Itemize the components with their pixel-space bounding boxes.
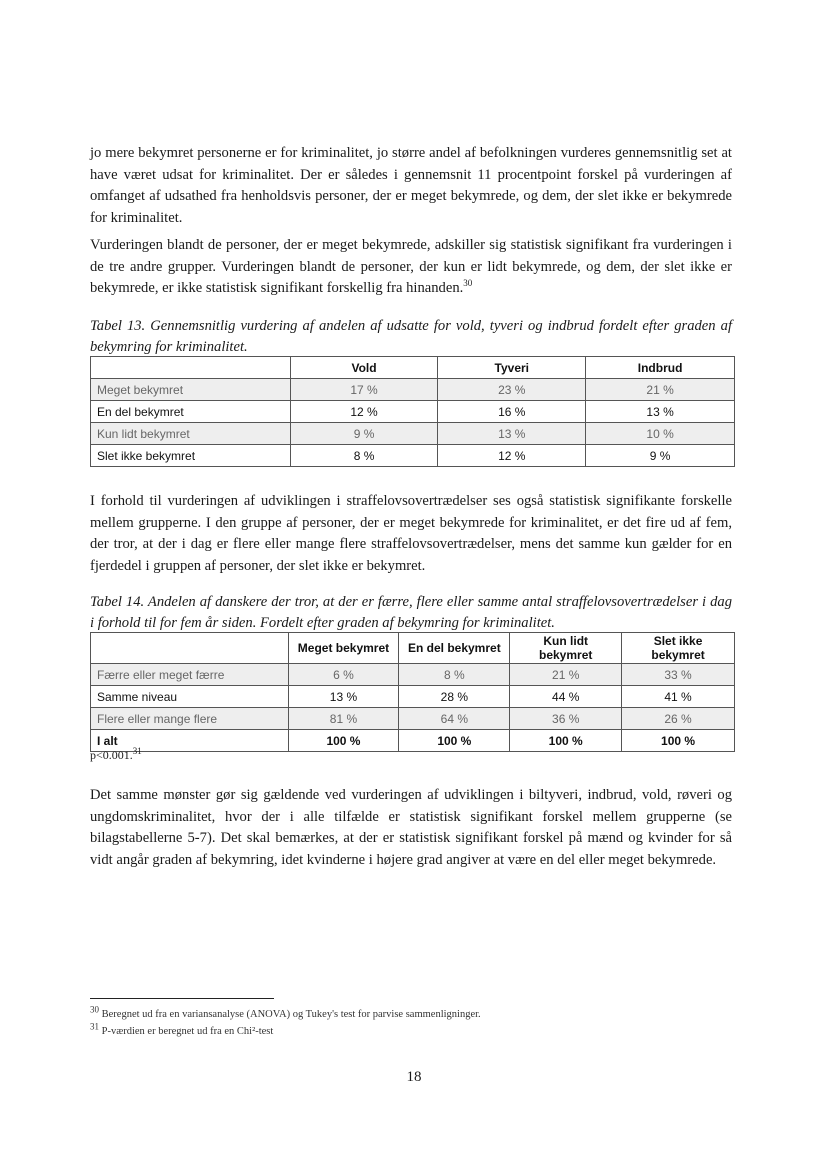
- table-header-cell: Kun lidt bekymret: [510, 633, 622, 664]
- row-label: Færre eller meget færre: [91, 664, 289, 686]
- table-13-caption: Tabel 13. Gennemsnitlig vurdering af andelen af udsatte for vold, tyveri og indbrud fordelt efter graden af bekymring for kriminalitet.: [90, 318, 732, 355]
- paragraph-4: Det samme mønster gør sig gældende ved vurderingen af udviklingen i biltyveri, indbrud, vold, røveri og ungdomskriminalitet, hvor der i alle tilfælde er statistisk signifikant forskel mellem grupperne (se bilagstabellerne 5-7). Det skal bemærkes, at der er statistisk signifikant forskel på mænd og kvinder for så vidt angår graden af bekymring, idet kvinderne i højere grad angiver at være en del eller meget bekymrede.: [90, 787, 732, 868]
- paragraph-1: jo mere bekymret personerne er for kriminalitet, jo større andel af befolkningen vurderes gennemsnitlig set at have været udsat for kriminalitet. Der er således i gennemsnit 11 procentpoint forskel på vurderingen af omfanget af udsathed fra henholdsvis personer, der er meget bekymrede, og dem, der slet ikke er bekymrede for kriminalitet.: [90, 145, 732, 226]
- table-row: [91, 664, 735, 686]
- footnote-31: [90, 1021, 274, 1039]
- table-cell: 26 %: [622, 708, 735, 730]
- footnote-text: Beregnet ud fra en variansanalyse (ANOVA) og Tukey's test for parvise sammenligninger.: [101, 1009, 481, 1020]
- table-header-row: [91, 633, 735, 664]
- paragraph-3: I forhold til vurderingen af udviklingen i straffelovsovertrædelser ses også statistisk signifikante forskelle mellem grupperne. I den gruppe af personer, der er meget bekymrede for kriminalitet, er det fire ud af fem, der tror, at der i dag er flere eller mange flere straffelovsovertrædelser, mens det samme kun gælder for en fjerdedel i gruppen af personer, der slet ikke er bekymret.: [90, 493, 732, 574]
- table-row: [91, 423, 735, 445]
- table-row: [91, 708, 735, 730]
- row-label: Kun lidt bekymret: [91, 423, 291, 445]
- row-label: Slet ikke bekymret: [91, 445, 291, 467]
- table-cell: 9 %: [586, 445, 735, 467]
- table-header-cell: Tyveri: [438, 357, 586, 379]
- footnote-number: 30: [90, 1004, 99, 1015]
- table-cell: 100 %: [399, 730, 510, 752]
- table-cell: 8 %: [399, 664, 510, 686]
- table-row: [91, 445, 735, 467]
- table-cell: 10 %: [586, 423, 735, 445]
- table-cell: 100 %: [622, 730, 735, 752]
- table-14: [90, 632, 735, 752]
- footnote-divider: [90, 998, 274, 999]
- table-cell: 100 %: [510, 730, 622, 752]
- page-number: 18: [406, 1069, 422, 1085]
- row-label: Samme niveau: [91, 686, 289, 708]
- p-value-text: p<0.001.: [90, 748, 133, 762]
- table-14-caption: Tabel 14. Andelen af danskere der tror, at der er færre, flere eller samme antal straffelovsovertrædelser i dag i forhold til for fem år siden. Fordelt efter graden af bekymring for kriminalitet.: [90, 594, 732, 631]
- table-row-total: [91, 730, 735, 752]
- table-13: [90, 356, 735, 467]
- table-cell: 36 %: [510, 708, 622, 730]
- table-cell: 17 %: [290, 379, 438, 401]
- table-header-cell: Slet ikke bekymret: [622, 633, 735, 664]
- row-label: En del bekymret: [91, 401, 291, 423]
- p-value-note: [90, 748, 142, 763]
- table-row: [91, 686, 735, 708]
- table-header-cell: [91, 633, 289, 664]
- footnote-ref-30[interactable]: 30: [463, 278, 473, 289]
- table-cell: 28 %: [399, 686, 510, 708]
- table-header-cell: Meget bekymret: [288, 633, 399, 664]
- table-cell: 13 %: [586, 401, 735, 423]
- row-label: I alt: [91, 730, 289, 752]
- table-cell: 12 %: [438, 445, 586, 467]
- table-cell: 13 %: [438, 423, 586, 445]
- footnote-text: P-værdien er beregnet ud fra en Chi²-test: [101, 1026, 274, 1037]
- table-row: [91, 401, 735, 423]
- table-header-cell: En del bekymret: [399, 633, 510, 664]
- footnote-number: 31: [90, 1021, 99, 1032]
- table-cell: 6 %: [288, 664, 399, 686]
- footnote-ref-31[interactable]: 31: [132, 746, 142, 756]
- table-cell: 9 %: [290, 423, 438, 445]
- row-label: Flere eller mange flere: [91, 708, 289, 730]
- table-cell: 21 %: [586, 379, 735, 401]
- table-cell: 41 %: [622, 686, 735, 708]
- table-cell: 21 %: [510, 664, 622, 686]
- table-header-cell: [91, 357, 291, 379]
- table-cell: 64 %: [399, 708, 510, 730]
- footnote-30: [90, 1004, 481, 1022]
- table-cell: 16 %: [438, 401, 586, 423]
- table-cell: 23 %: [438, 379, 586, 401]
- table-row: [91, 379, 735, 401]
- table-cell: 44 %: [510, 686, 622, 708]
- paragraph-2: [90, 235, 732, 300]
- table-header-cell: Indbrud: [586, 357, 735, 379]
- table-header-cell: Vold: [290, 357, 438, 379]
- table-cell: 81 %: [288, 708, 399, 730]
- table-cell: 8 %: [290, 445, 438, 467]
- table-cell: 100 %: [288, 730, 399, 752]
- table-cell: 12 %: [290, 401, 438, 423]
- table-cell: 13 %: [288, 686, 399, 708]
- table-header-row: [91, 357, 735, 379]
- paragraph-2-text: Vurderingen blandt de personer, der er meget bekymrede, adskiller sig statistisk signifikant fra vurderingen i de tre andre grupper. Vurderingen blandt de personer, der kun er lidt bekymrede, og dem, der slet ikke er bekymrede, er ikke statistisk signifikant forskellig fra hinanden.: [90, 237, 732, 296]
- row-label: Meget bekymret: [91, 379, 291, 401]
- table-cell: 33 %: [622, 664, 735, 686]
